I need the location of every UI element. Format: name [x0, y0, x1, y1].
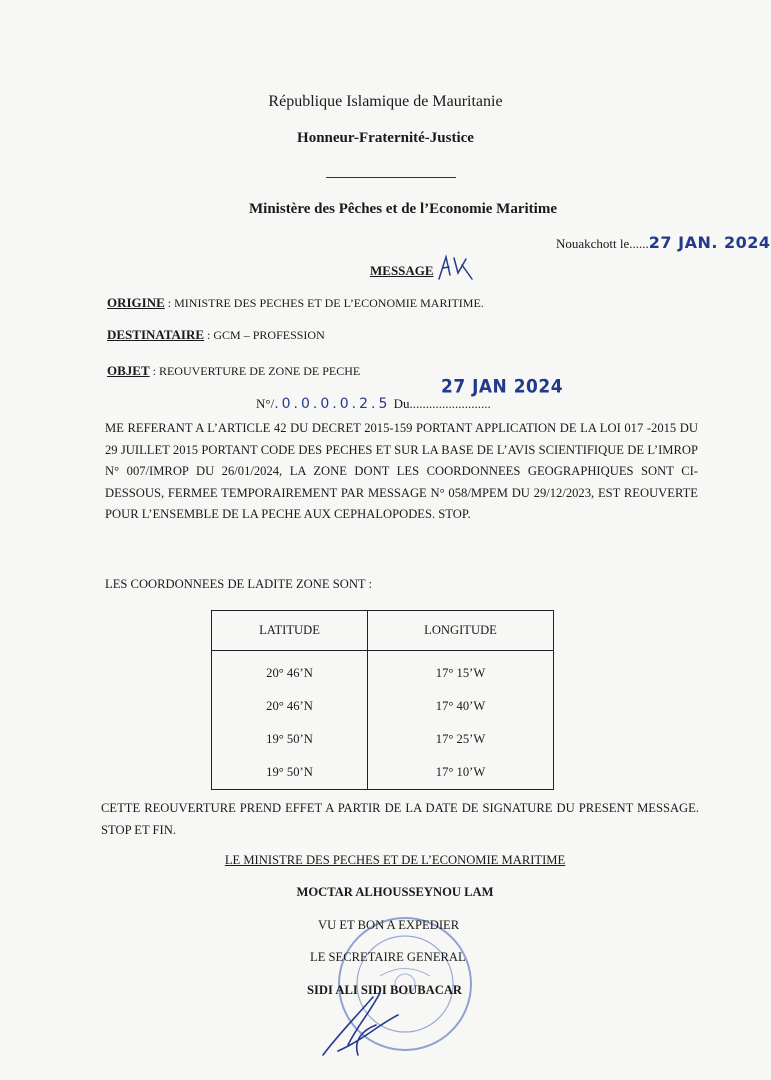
longitude-cell: 17° 15’W: [368, 651, 554, 691]
objet-label: OBJET: [107, 363, 150, 378]
message-title: MESSAGE: [370, 263, 434, 278]
destinataire-value: : GCM – PROFESSION: [204, 328, 325, 342]
latitude-cell: 20° 46’N: [212, 690, 368, 723]
origine-field: [107, 295, 484, 311]
reference-date-stamp: 27 JAN 2024: [441, 376, 564, 398]
secretary-general-title: LE SECRETAIRE GENERAL: [310, 950, 466, 964]
latitude-cell: 20° 46’N: [212, 651, 368, 691]
approval-note: VU ET BON A EXPEDIER: [318, 918, 460, 932]
destinataire-label: DESTINATAIRE: [107, 327, 205, 342]
numero-prefix: N°/: [256, 396, 275, 411]
header-divider: [326, 177, 456, 178]
table-row: [212, 651, 554, 691]
date-line: [556, 233, 771, 252]
objet-value: : REOUVERTURE DE ZONE DE PECHE: [149, 364, 361, 378]
longitude-cell: 17° 10’W: [368, 756, 554, 790]
reference-number: .0.0.0.0.2.5: [274, 396, 391, 412]
date-dots: ......: [629, 236, 649, 251]
date-stamp: 27 JAN. 2024: [648, 233, 771, 252]
republic-heading: République Islamique de Mauritanie: [268, 93, 503, 110]
latitude-header: LATITUDE: [212, 611, 368, 651]
table-row: [212, 690, 554, 723]
reference-number-line: [256, 396, 491, 412]
date-prefix: Nouakchott le: [556, 236, 630, 251]
closing-statement: CETTE REOUVERTURE PREND EFFET A PARTIR DE LA DATE DE SIGNATURE DU PRESENT MESSAGE. STOP ET FIN.: [101, 801, 699, 837]
latitude-cell: 19° 50’N: [212, 723, 368, 756]
latitude-cell: 19° 50’N: [212, 756, 368, 790]
handwritten-initials: [436, 253, 476, 283]
coordinates-intro: LES COORDONNEES DE LADITE ZONE SONT :: [105, 577, 373, 591]
objet-field: [107, 363, 360, 379]
longitude-cell: 17° 40’W: [368, 690, 554, 723]
handwritten-signature: [318, 985, 408, 1060]
origine-label: ORIGINE: [107, 295, 165, 310]
du-label: Du: [390, 396, 410, 411]
table-row: [212, 723, 554, 756]
national-motto: Honneur-Fraternité-Justice: [297, 130, 474, 146]
destinataire-field: [107, 327, 325, 343]
ministry-heading: Ministère des Pêches et de l’Economie Maritime: [249, 201, 557, 217]
message-body: ME REFERANT A L’ARTICLE 42 DU DECRET 2015-159 PORTANT APPLICATION DE LA LOI 017 -2015 DU 29 JUILLET 2015 PORTANT CODE DES PECHES ET SUR LA BASE DE L’AVIS SCIENTIFIQUE DE L’IMROP N° 007/IMROP DU 26/01/2024, LA ZONE DONT LES COORDONNEES GEOGRAPHIQUES SONT CI-DESSOUS, FERMEE TEMPORAIREMENT PAR MESSAGE N° 058/MPEM DU 29/12/2023, EST REOUVERTE POUR L’ENSEMBLE DE LA PECHE AUX CEPHALOPODES. STOP.: [105, 421, 698, 521]
longitude-header: LONGITUDE: [368, 611, 554, 651]
minister-name: MOCTAR ALHOUSSEYNOU LAM: [296, 885, 494, 899]
du-dots: .........................: [409, 396, 491, 411]
minister-title: LE MINISTRE DES PECHES ET DE L’ECONOMIE MARITIME: [224, 853, 566, 867]
secretary-general-name: SIDI ALI SIDI BOUBACAR: [307, 983, 463, 997]
table-header-row: [212, 611, 554, 651]
origine-value: : MINISTRE DES PECHES ET DE L’ECONOMIE MARITIME.: [164, 296, 484, 310]
longitude-cell: 17° 25’W: [368, 723, 554, 756]
coordinates-table: [211, 610, 554, 790]
table-row: [212, 756, 554, 790]
